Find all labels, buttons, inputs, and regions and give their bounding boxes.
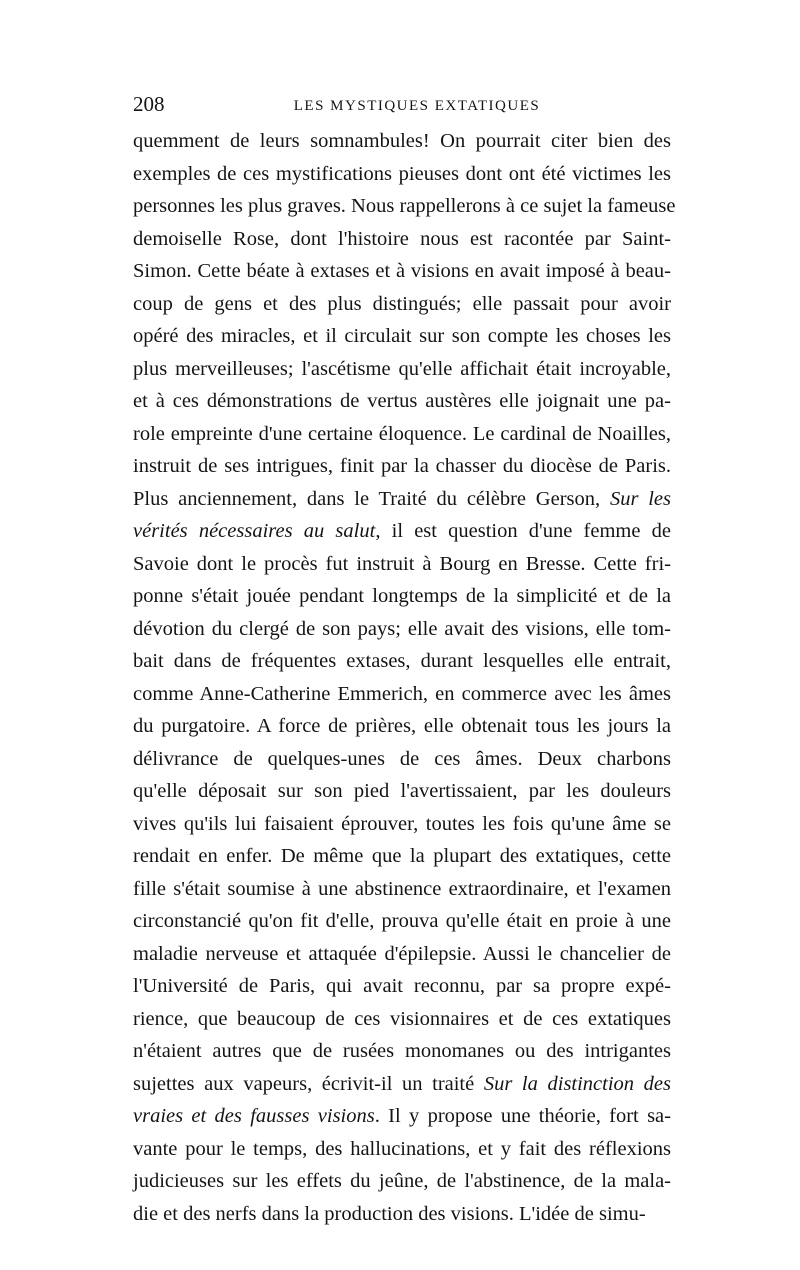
text-segment: du purgatoire. A force de prières, elle obtenait tous les jours la [133,715,671,737]
text-segment: die et des nerfs dans la production des visions. L'idée de simu- [133,1202,646,1225]
text-line [133,223,671,256]
text-line [133,1133,671,1166]
text-line [133,288,671,321]
italic-title-segment: Sur la distinction des [483,1072,671,1095]
text-line [133,515,671,548]
text-segment: rience, que beaucoup de ces visionnaires et de ces extatiques [133,1007,671,1030]
text-segment: délivrance de quelques-unes de ces âmes. Deux charbons [133,747,671,770]
text-line [133,418,671,451]
text-segment: vives qu'ils lui faisaient éprouver, toutes les fois qu'une âme se [133,812,671,835]
text-segment: role empreinte d'une certaine éloquence. Le cardinal de Noailles, [133,422,671,445]
text-line [133,385,671,418]
text-line [133,905,671,938]
text-segment: maladie nerveuse et attaquée d'épilepsie. Aussi le chancelier de [133,942,671,965]
text-line [133,450,671,483]
italic-title-segment: vérités nécessaires au salut [133,520,376,542]
text-segment: qu'elle déposait sur son pied l'avertissaient, par les douleurs [133,780,671,802]
text-segment: Savoie dont le procès fut instruit à Bourg en Bresse. Cette fri- [133,552,671,575]
text-segment: et à ces démonstrations de vertus austères elle joignait une pa- [133,390,671,412]
text-segment: rendait en enfer. De même que la plupart des extatiques, cette [133,845,671,867]
text-line [133,775,671,808]
text-segment: comme Anne-Catherine Emmerich, en commerce avec les âmes [133,682,671,705]
text-line [133,710,671,743]
text-line [133,873,671,906]
text-line [133,808,671,841]
text-segment: sujettes aux vapeurs, écrivit-il un traité [133,1072,484,1095]
text-segment: opéré des miracles, et il circulait sur son compte les choses les [133,325,671,347]
text-line [133,158,671,191]
text-line [133,1003,671,1036]
text-line [133,255,671,288]
italic-title-segment: vraies et des fausses visions [133,1105,375,1127]
text-segment: Plus anciennement, dans le Traité du célèbre Gerson, [133,487,610,510]
text-line [133,1100,671,1133]
text-line [133,1035,671,1068]
italic-title-segment: Sur les [609,487,672,510]
text-line [133,483,671,516]
text-line [133,548,671,581]
text-line [133,1068,671,1101]
text-line [133,938,671,971]
text-segment: instruit de ses intrigues, finit par la chasser du diocèse de Paris. [133,455,671,477]
text-line [133,320,671,353]
text-segment: . Il y propose une théorie, fort sa- [374,1105,671,1127]
text-segment: quemment de leurs somnambules! On pourrait citer bien des [133,130,671,152]
text-line [133,1198,671,1231]
text-segment: judicieuses sur les effets du jeûne, de l'abstinence, de la mala- [133,1170,671,1192]
text-line [133,1165,671,1198]
text-segment: fille s'était soumise à une abstinence extraordinaire, et l'examen [133,877,671,900]
text-line [133,613,671,646]
text-line [133,353,671,386]
running-title: LES MYSTIQUES EXTATIQUES [293,98,541,114]
text-segment: bait dans de fréquentes extases, durant lesquelles elle entrait, [133,650,671,672]
text-line [133,190,676,223]
page-number: 208 [133,92,165,116]
text-segment: circonstancié qu'on fit d'elle, prouva qu'elle était en proie à une [133,910,671,932]
text-segment: dévotion du clergé de son pays; elle avait des visions, elle tom- [133,617,671,640]
body-text [133,125,676,1230]
text-segment: plus merveilleuses; l'ascétisme qu'elle affichait était incroyable, [133,357,671,380]
text-segment: ponne s'était jouée pendant longtemps de la simplicité et de la [133,585,671,607]
text-line [133,580,671,613]
text-line [133,645,671,678]
text-segment: Simon. Cette béate à extases et à visions en avait imposé à beau- [133,260,671,282]
text-line [133,840,671,873]
text-segment: personnes les plus graves. Nous rappellerons à ce sujet la fameuse [133,195,676,217]
text-line [133,678,671,711]
text-segment: coup de gens et des plus distingués; elle passait pour avoir [133,292,671,315]
text-segment: l'Université de Paris, qui avait reconnu, par sa propre expé- [133,975,671,997]
text-segment: , il est question d'une femme de [375,520,671,542]
text-segment: n'étaient autres que de rusées monomanes ou des intrigantes [133,1040,671,1062]
text-line [133,125,671,158]
text-segment: demoiselle Rose, dont l'histoire nous est racontée par Saint- [133,227,671,250]
text-segment: exemples de ces mystifications pieuses dont ont été victimes les [133,162,671,185]
text-line [133,743,671,776]
text-line [133,970,671,1003]
text-segment: vante pour le temps, des hallucinations, et y fait des réflexions [133,1137,671,1160]
